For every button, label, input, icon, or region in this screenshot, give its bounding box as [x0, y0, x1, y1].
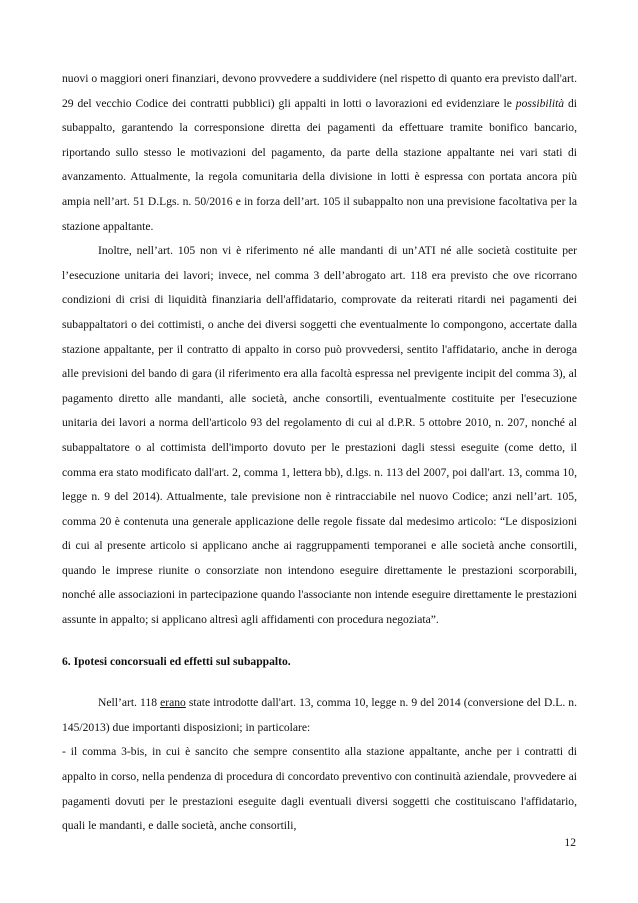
paragraph-1: nuovi o maggiori oneri finanziari, devono provvedere a suddividere (nel rispetto di quanto era previsto dall'art. 29 del vecchio Codice dei contratti pubblici) gli appalti in lotti o lavorazioni ed evidenziare le possibilità di subappalto, garantendo la corresponsione diretta dei pagamenti da effettuare tramite bonifico bancario, riportando sullo stesso le motivazioni del pagamento, da parte della stazione appaltante nei vari stati di avanzamento. Attualmente, la regola comunitaria della divisione in lotti è espressa con portata ancora più ampia nell’art. 51 D.Lgs. n. 50/2016 e in forza dell’art. 105 il subappalto non una previsione facoltativa per la stazione appaltante.	[62, 72, 578, 233]
page-number: 12	[564, 836, 576, 849]
body-text	[62, 67, 577, 839]
italic-word: possibilità	[515, 96, 565, 110]
paragraph-2: Inoltre, nell’art. 105 non vi è riferimento né alle mandanti di un’ATI né alle società costituite per l’esecuzione unitaria dei lavori; invece, nel comma 3 dell’abrogato art. 118 era previsto che ove ricorrano condizioni di crisi di liquidità finanziaria dell'affidatario, comprovate da reiterati ritardi nei pagamenti dei subappaltatori o dei cottimisti, o anche dei diversi soggetti che eventualmente lo compongono, accertate dalla stazione appaltante, per il contratto di appalto in corso può provvedersi, sentito l'affidatario, anche in deroga alle previsioni del bando di gara (il riferimento era alla facoltà espressa nel previgente incipit del comma 3), al pagamento diretto alle mandanti, alle società, anche consortili, eventualmente costituite per l'esecuzione unitaria dei lavori a norma dell'articolo 93 del regolamento di cui al d.P.R. 5 ottobre 2010, n. 207, nonché al subappaltatore o al cottimista dell'importo dovuto per le prestazioni dagli stessi eseguite (come detto, il comma era stato modificato dall'art. 2, comma 1, lettera bb), d.lgs. n. 113 del 2007, poi dall'art. 13, comma 10, legge n. 9 del 2014). Attualmente, tale previsione non è rintracciabile nel nuovo Codice; anzi nell’art. 105, comma 20 è contenuta una generale applicazione delle regole fissate dal medesimo articolo: “Le disposizioni di cui al presente articolo si applicano anche ai raggruppamenti temporanei e alle società anche consortili, quando le imprese riunite o consorziate non intendono eseguire direttamente le prestazioni scorporabili, nonché alle associazioni in partecipazione quando l'associante non intende eseguire direttamente le prestazioni assunte in appalto; si applicano altresì agli affidamenti con procedura negoziata”.	[62, 244, 577, 627]
paragraph-4: - il comma 3-bis, in cui è sancito che sempre consentito alla stazione appaltante, anche per i contratti di appalto in corso, nella pendenza di procedura di concordato preventivo con continuità aziendale, provvedere ai pagamenti dovuti per le prestazioni eseguite dagli eventuali diversi soggetti che costituiscano l'affidatario, quali le mandanti, e dalle società, anche consortili,	[62, 745, 577, 833]
paragraph-3: Nell’art. 118 erano state introdotte dall'art. 13, comma 10, legge n. 9 del 2014 (conversione del D.L. n. 145/2013) due importanti disposizioni; in particolare:	[62, 696, 577, 734]
underlined-word: erano	[160, 696, 186, 710]
section-heading: 6. Ipotesi concorsuali ed effetti sul subappalto.	[62, 654, 291, 668]
